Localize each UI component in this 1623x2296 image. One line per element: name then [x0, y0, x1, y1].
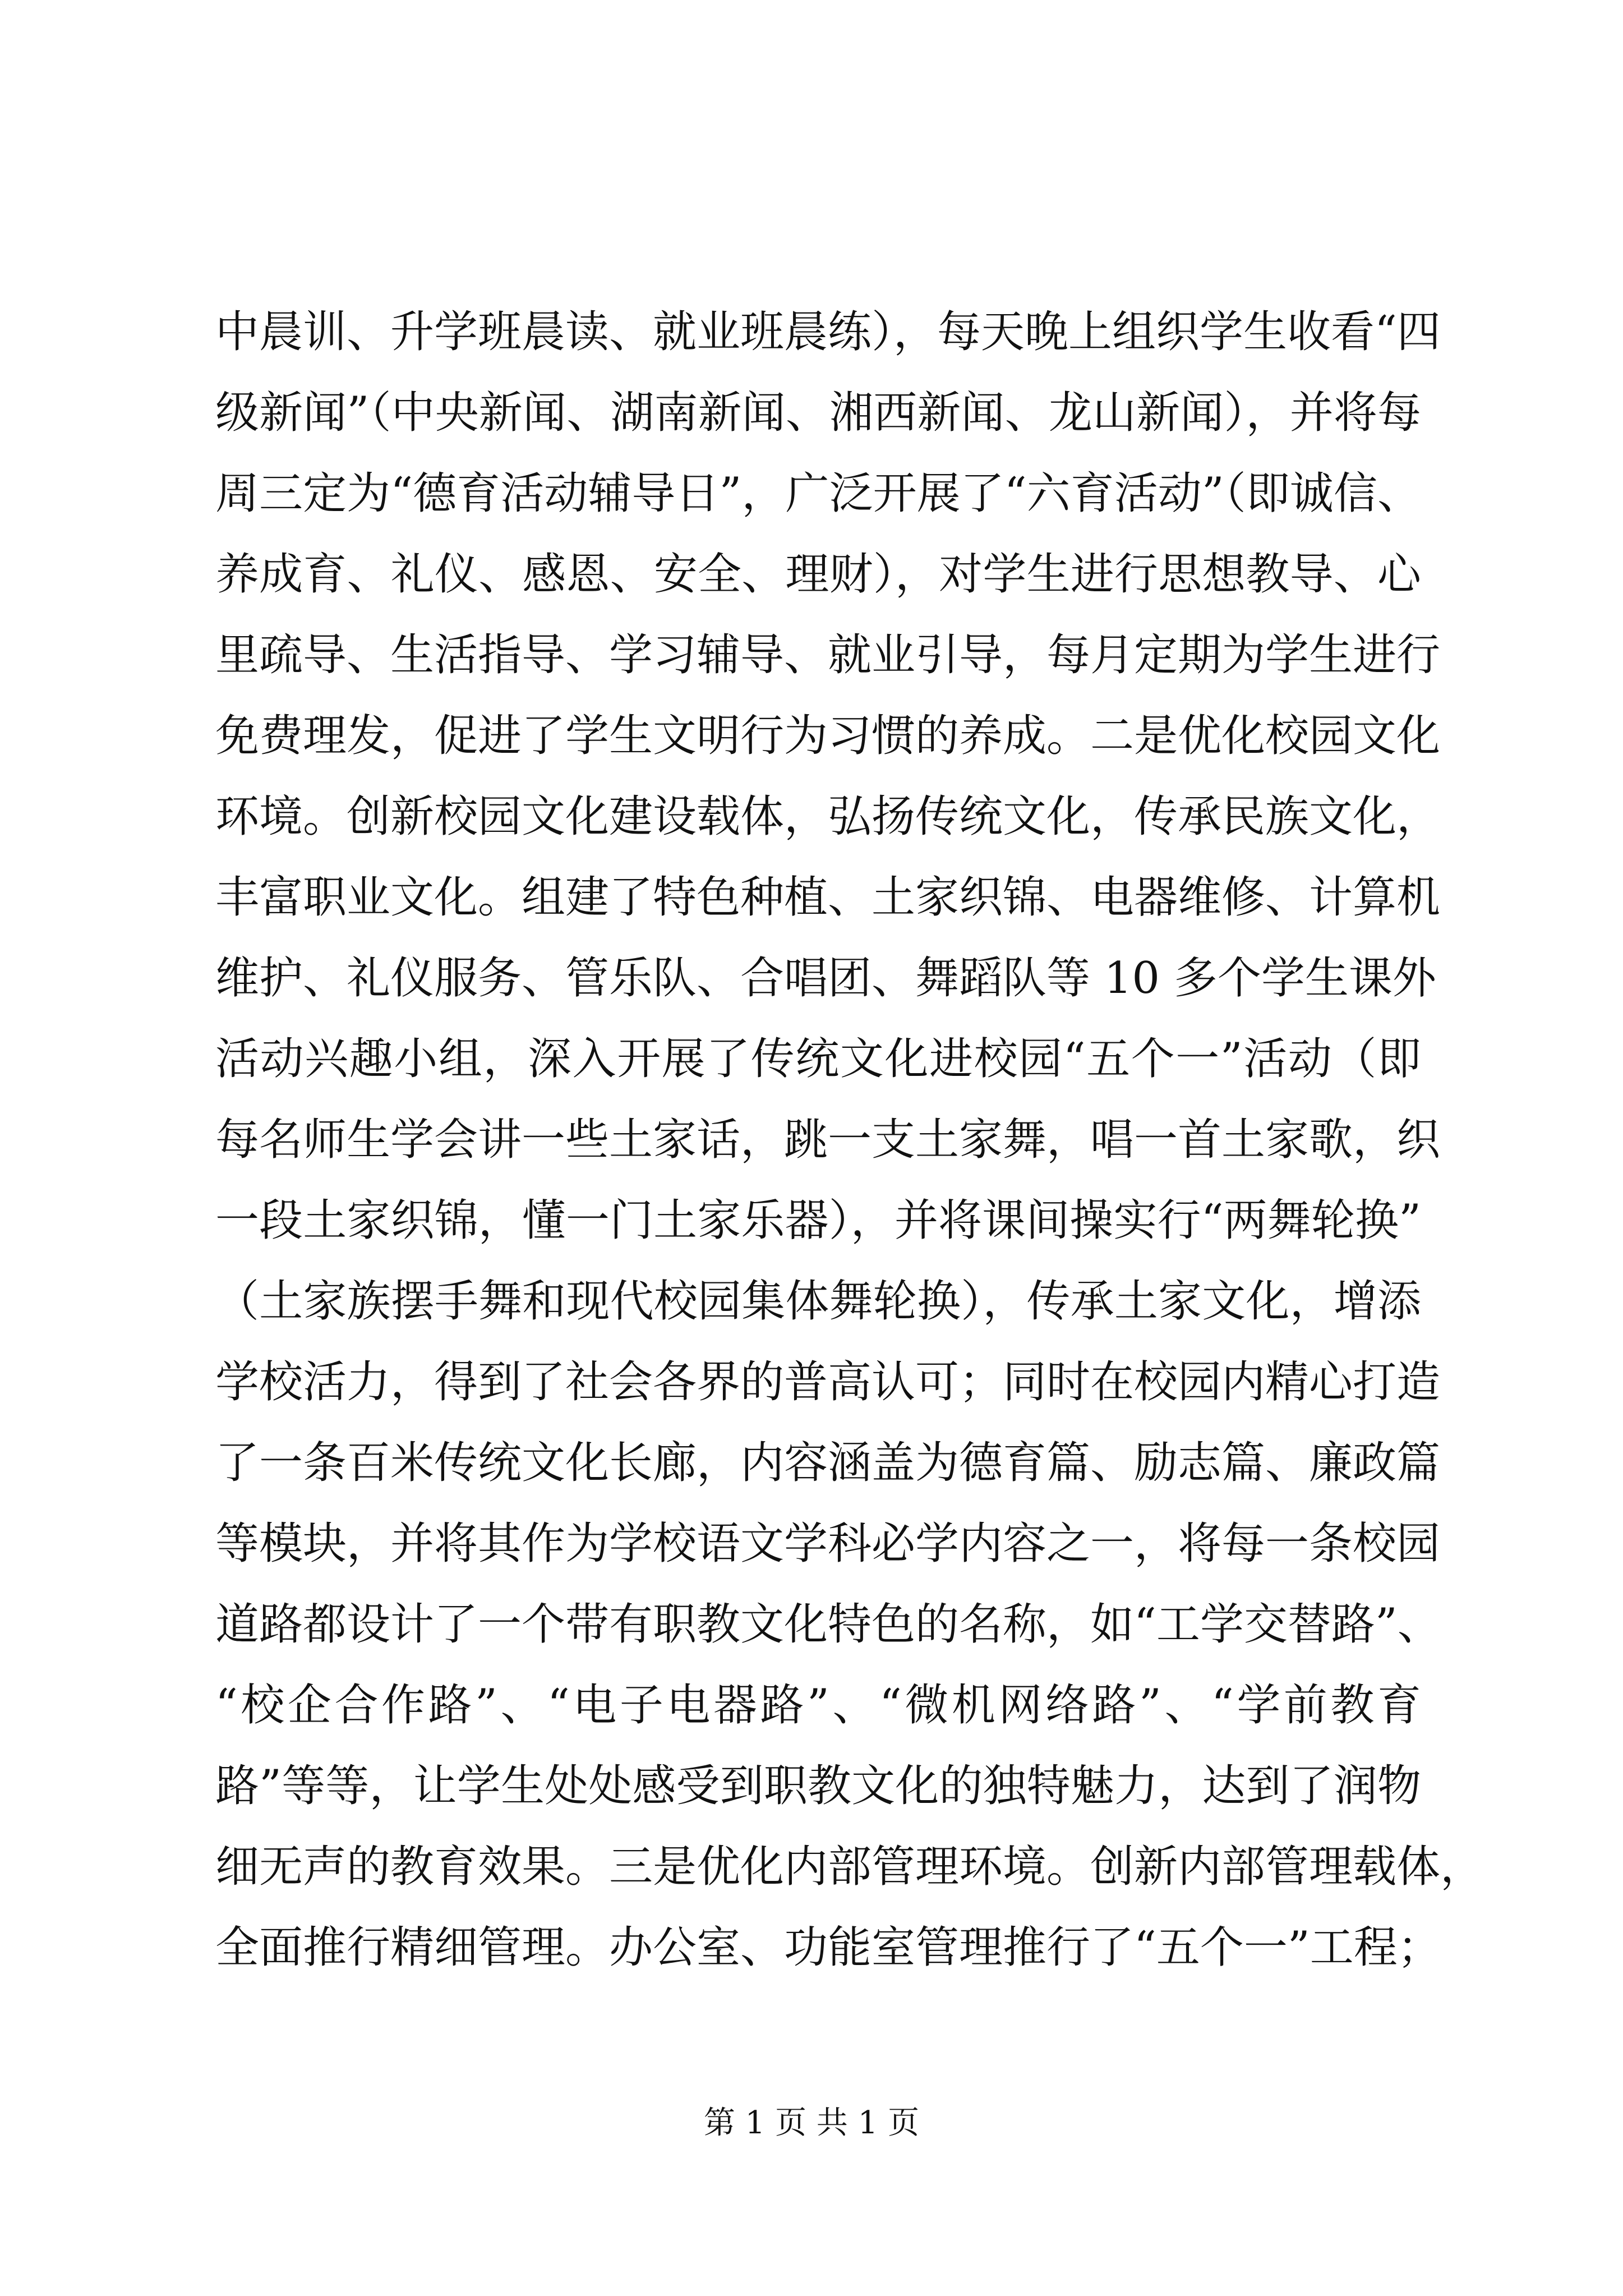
text-line: 学校活力，得到了社会各界的普高认可；同时在校园内精心打造 — [215, 1357, 1441, 1407]
text-line: 细无声的教育效果。三是优化内部管理环境。创新内部管理载体， — [215, 1842, 1484, 1892]
text-line: 了一条百米传统文化长廊，内容涵盖为德育篇、励志篇、廉政篇 — [215, 1438, 1441, 1488]
text-line: 环境。创新校园文化建设载体，弘扬传统文化，传承民族文化， — [215, 792, 1441, 842]
text-line: 等模块，并将其作为学校语文学科必学内容之一，将每一条校园 — [215, 1519, 1441, 1569]
text-line: 活动兴趣小组，深入开展了传统文化进校园“五个一”活动（即 — [215, 1034, 1421, 1084]
text-line: 免费理发，促进了学生文明行为习惯的养成。二是优化校园文化 — [215, 711, 1441, 761]
text-line: 道路都设计了一个带有职教文化特色的名称，如“工学交替路”、 — [215, 1599, 1441, 1650]
text-line: 周三定为“德育活动辅导日”，广泛开展了“六育活动”（即诚信、 — [215, 468, 1421, 519]
text-line: 每名师生学会讲一些土家话，跳一支土家舞，唱一首土家歌，织 — [215, 1115, 1441, 1165]
body-text — [215, 292, 1484, 1988]
text-line: 维护、礼仪服务、管乐队、合唱团、舞蹈队等 10 多个学生课外 — [215, 953, 1436, 1004]
page-footer: 第 1 页 共 1 页 — [703, 2105, 920, 2141]
text-line: 级新闻”（中央新闻、湖南新闻、湘西新闻、龙山新闻），并将每 — [215, 388, 1421, 438]
text-line: 路”等等，让学生处处感受到职教文化的独特魅力，达到了润物 — [215, 1761, 1421, 1811]
text-line: 全面推行精细管理。办公室、功能室管理推行了“五个一”工程； — [215, 1922, 1441, 1973]
text-line: “校企合作路”、“电子电器路”、“微机网络路”、“学前教育 — [215, 1680, 1421, 1731]
text-line: 养成育、礼仪、感恩、安全、理财），对学生进行思想教导、心 — [215, 549, 1421, 600]
text-line: 一段土家织锦，懂一门土家乐器），并将课间操实行“两舞轮换” — [215, 1195, 1421, 1246]
text-line: 里疏导、生活指导、学习辅导、就业引导，每月定期为学生进行 — [215, 630, 1441, 680]
text-line: 丰富职业文化。组建了特色种植、土家织锦、电器维修、计算机 — [215, 872, 1441, 923]
text-line: 中晨训、升学班晨读、就业班晨练），每天晚上组织学生收看“四 — [215, 307, 1441, 357]
text-line: （土家族摆手舞和现代校园集体舞轮换），传承土家文化，增添 — [215, 1276, 1421, 1327]
